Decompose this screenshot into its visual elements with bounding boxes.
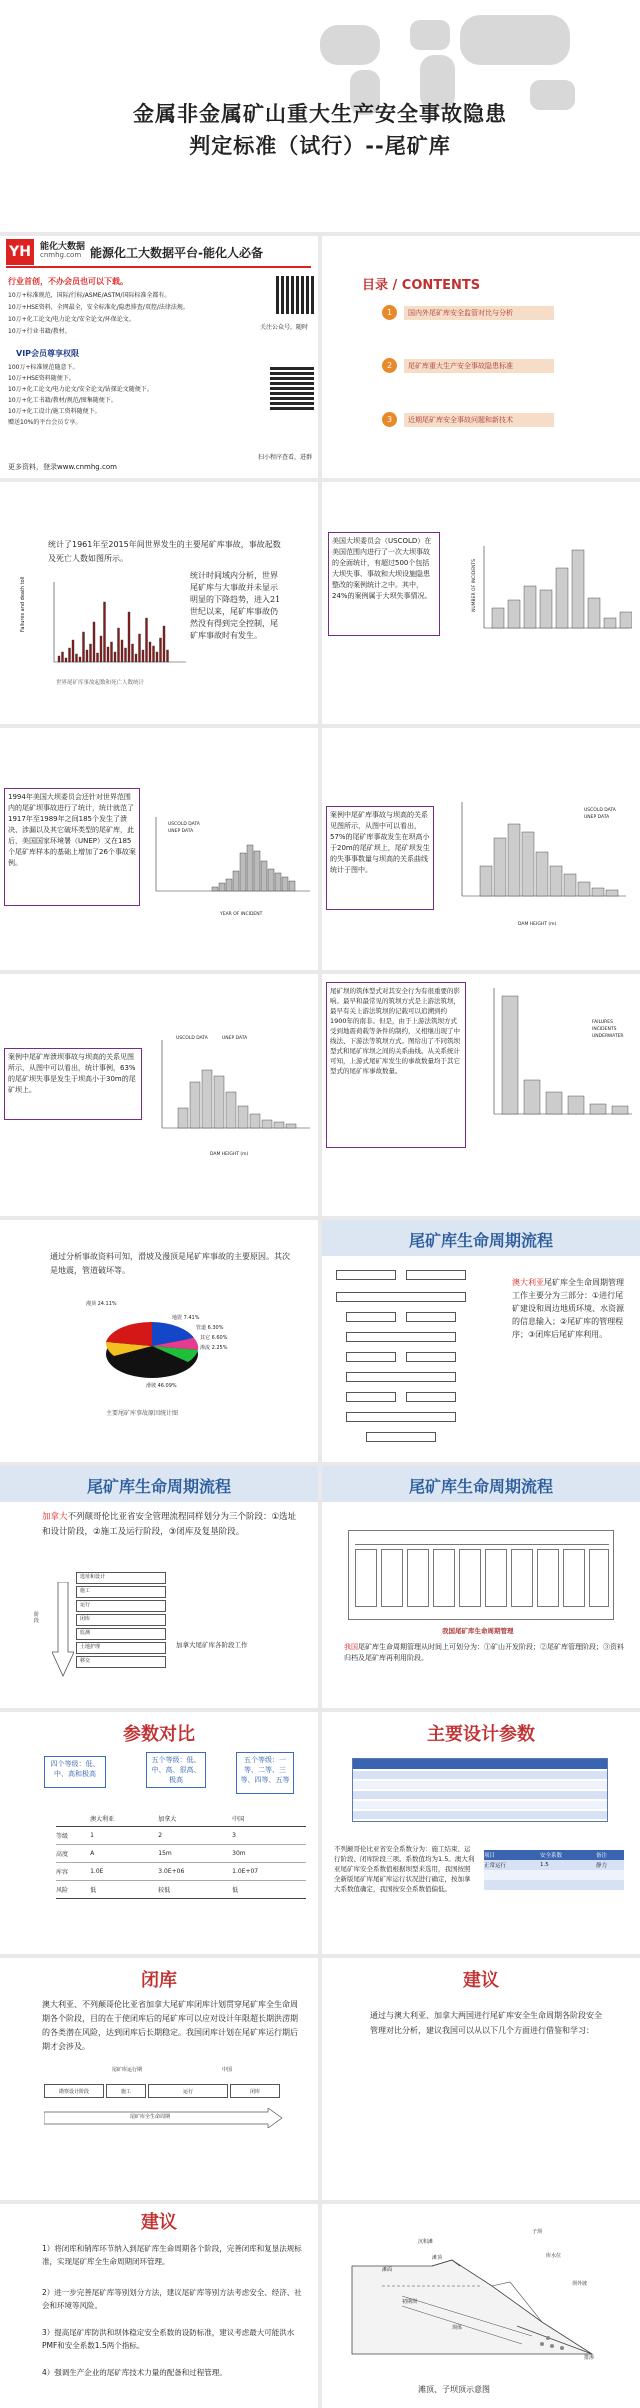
ad-vip6: 赠送10%的平台会员专享。 bbox=[8, 419, 82, 426]
chart-bar bbox=[153, 646, 155, 662]
chart-bar bbox=[107, 647, 109, 662]
table-row bbox=[56, 1862, 306, 1880]
s14-table bbox=[484, 1850, 624, 1890]
s14-table-top bbox=[352, 1758, 608, 1822]
chart-bar bbox=[156, 652, 158, 662]
s14-text: 不列颠哥伦比亚省安全系数分为：施工结束、运行阶段、闭库阶段三项。系数值均为1.5。澳大利亚尾矿库安全系数值根据坝型来选用，我国按照全新版尾矿库尾矿库运行状况进行确定，按加拿大系数值确定，我国按安全系数值偏低。 bbox=[334, 1845, 475, 1893]
s9-p6: 滑坡 46.09% bbox=[146, 1383, 177, 1389]
chart-bar bbox=[556, 568, 568, 628]
ad-follow: 关注公众号，随时 bbox=[260, 324, 309, 331]
s9-p5: 渗流 2.25% bbox=[200, 1345, 228, 1351]
s17-item2: 2）进一步完善尾矿库等别划分方法，建议尾矿库等别方法考虑安全、经济、社会和环境等风险。 bbox=[42, 2288, 302, 2310]
s8-leg1: FAILURES bbox=[592, 1020, 613, 1025]
chart-bar bbox=[219, 883, 225, 891]
s8-leg2: INCIDENTS bbox=[592, 1027, 617, 1032]
slide-1994 bbox=[0, 728, 318, 970]
s15-lab3: 尾矿库全生命周期 bbox=[130, 2114, 171, 2120]
cell: 1 bbox=[90, 1826, 158, 1844]
s12-caption: 我国尾矿库生命周期管理 bbox=[442, 1627, 514, 1635]
cell bbox=[540, 1880, 596, 1890]
chart-bar bbox=[128, 612, 130, 662]
s15-lab1: 尾矿库运行期 bbox=[112, 2067, 143, 2073]
chart-bar bbox=[97, 653, 99, 662]
s18-l7: 排渗 bbox=[584, 2355, 595, 2361]
s9-p2: 地震 7.41% bbox=[172, 1315, 200, 1321]
s11-title: 尾矿库生命周期流程 bbox=[86, 1477, 231, 1496]
s8-leg3: UNDERWATER bbox=[592, 1034, 624, 1039]
s9-p3: 管道 6.30% bbox=[196, 1325, 224, 1331]
chart-bar bbox=[480, 866, 492, 896]
cell: 1.0E bbox=[90, 1862, 158, 1880]
chart-bar bbox=[226, 879, 232, 891]
slide-dam-diagram bbox=[322, 2204, 640, 2408]
chart-bar bbox=[135, 654, 137, 662]
cell: 低 bbox=[90, 1880, 158, 1898]
s18-l9: 滩面 bbox=[382, 2267, 393, 2273]
ad-scan: 扫小程序查看，进群 bbox=[258, 454, 313, 461]
s18-l6: 初期坝 bbox=[402, 2299, 418, 2305]
toc-label-1: 国内外尾矿库安全监管对比与分析 bbox=[404, 306, 554, 320]
chart-bar bbox=[508, 600, 520, 628]
chart-bar bbox=[568, 1096, 584, 1114]
chart-bar bbox=[79, 657, 81, 662]
slide-suggest-2 bbox=[0, 2204, 318, 2408]
s3-ylabel: Failures and death toll bbox=[20, 576, 26, 632]
chart-bar bbox=[139, 634, 141, 662]
chart-bar bbox=[289, 881, 295, 891]
cell: 30m bbox=[232, 1844, 306, 1862]
ad-underline bbox=[6, 266, 311, 268]
s15-phase3: 运行 bbox=[148, 2084, 228, 2098]
table-row bbox=[484, 1860, 624, 1870]
s11-step-5: 土地护理 bbox=[76, 1642, 166, 1654]
s4-box: 美国大坝委员会（USCOLD）在美国范围内进行了一次大坝事故的全面统计，有超过500个包括大坝失事、事故和大坝设施隐患整改的案例统计之中。其中，24%的案例属于大坝失事情况。 bbox=[328, 532, 440, 636]
table-row bbox=[56, 1880, 306, 1898]
s11-text-body: 不列颠哥伦比亚省安全管理流程同样划分为三个阶段：①选址和设计阶段，②施工及运行阶段，③闭库及复垦阶段。 bbox=[42, 1512, 297, 1537]
ad-line3: 10万+HSE资料，全网最全，安全标准化/隐患排查/双控/法律法规。 bbox=[8, 304, 189, 311]
s3-right-text: 统计时间域内分析，世界尾矿库与大事故并未显示明显的下降趋势，进入21世纪以来，尾矿库事故仍然没有得到完全控制，尾矿库事故时有发生。 bbox=[190, 571, 281, 640]
ad-line5: 10万+行业书籍/教材。 bbox=[8, 328, 71, 335]
s13-h2: 加拿大 bbox=[158, 1812, 232, 1826]
chart-bar bbox=[524, 586, 536, 628]
chart-bar bbox=[86, 650, 88, 662]
s11-step-2: 运行 bbox=[76, 1600, 166, 1612]
cell: 等级 bbox=[56, 1826, 90, 1844]
s12-diagram bbox=[348, 1530, 614, 1620]
chart-bar bbox=[578, 882, 590, 896]
slide-dam-failure bbox=[0, 974, 318, 1216]
s13-table bbox=[56, 1812, 306, 1899]
ad-line2: 10万+标准规范，国际/行标/ASME/ASTM/国际标准全都有。 bbox=[8, 292, 171, 299]
chart-bar bbox=[69, 648, 71, 662]
slide-lifecycle-au bbox=[322, 1220, 640, 1462]
chart-bar bbox=[492, 608, 504, 628]
s10-box bbox=[512, 1276, 630, 1341]
chart-bar bbox=[508, 824, 520, 896]
s18-l4: 库水位 bbox=[546, 2253, 562, 2259]
s17-title: 建议 bbox=[141, 2212, 177, 2233]
chart-bar bbox=[572, 550, 584, 628]
s3-caption: 世界尾矿库事故起数和死亡人数统计 bbox=[56, 680, 145, 686]
chart-bar bbox=[261, 861, 267, 891]
slide-design-params bbox=[322, 1712, 640, 1954]
chart-bar bbox=[604, 618, 616, 628]
chart-bar bbox=[178, 1108, 188, 1128]
chart-bar bbox=[247, 845, 253, 891]
s11-caption: 加拿大尾矿库各阶段工作 bbox=[176, 1641, 248, 1649]
chart-bar bbox=[114, 652, 116, 662]
cell: 3.0E+06 bbox=[158, 1862, 232, 1880]
cell: 15m bbox=[158, 1844, 232, 1862]
s15-text: 澳大利亚、不列颠哥伦比亚省加拿大尾矿库闭库计划贯穿尾矿库全生命周期各个阶段，目的在于使闭库后的尾矿库可以应对设计年限超长期洪涝期的各类潜在风险，达到闭库后长期稳定。我国闭库计划在尾矿库运行期后期才会涉及。 bbox=[42, 2000, 298, 2051]
s13-title: 参数对比 bbox=[123, 1724, 195, 1745]
cell bbox=[540, 1870, 596, 1880]
cell: 正常运行 bbox=[484, 1863, 507, 1869]
chart-bar bbox=[118, 628, 120, 662]
s4-chart bbox=[462, 542, 632, 672]
s9-p4: 其它 6.60% bbox=[200, 1335, 228, 1341]
ad-vip1: 100万+标准规范随意下。 bbox=[8, 364, 79, 371]
s12-title: 尾矿库生命周期流程 bbox=[408, 1477, 553, 1496]
chart-bar bbox=[546, 1092, 562, 1114]
chart-bar bbox=[254, 851, 260, 891]
s11-red: 加拿大 bbox=[42, 1512, 68, 1522]
cell: 1.0E+07 bbox=[232, 1862, 306, 1880]
ad-brand: 能化大数据 bbox=[40, 242, 86, 252]
toc-item-1[interactable] bbox=[382, 305, 552, 323]
s5-xlabel: YEAR OF INCIDENT bbox=[220, 912, 263, 917]
slide-param-compare bbox=[0, 1712, 318, 1954]
chart-bar bbox=[275, 873, 281, 891]
chart-bar bbox=[494, 838, 506, 896]
chart-bar bbox=[590, 1104, 606, 1114]
chart-bar bbox=[540, 590, 552, 628]
s6-xlabel: DAM HEIGHT (m) bbox=[518, 922, 557, 927]
ad-logo: YH bbox=[6, 239, 34, 265]
s17-item1: 1）将闭库和销库环节纳入到尾矿库生命周期各个阶段，完善闭库和复垦法规标准，实现尾矿库全生命周期闭环管理。 bbox=[42, 2244, 302, 2266]
cover-title-line2: 判定标准（试行）--尾矿库 bbox=[189, 134, 451, 158]
chart-bar bbox=[262, 1120, 272, 1128]
s9-caption: 主要尾矿库事故原因统计图 bbox=[106, 1410, 179, 1417]
s9-p1: 漫顶 24.11% bbox=[86, 1301, 117, 1307]
chart-bar bbox=[212, 887, 218, 891]
cell: 2 bbox=[158, 1826, 232, 1844]
s8-chart bbox=[472, 984, 634, 1164]
table-row bbox=[484, 1880, 624, 1890]
chart-bar bbox=[536, 852, 548, 896]
chart-bar bbox=[90, 644, 92, 662]
ad-platform: 能源化工大数据平台-能化人必备 bbox=[90, 246, 263, 260]
chart-bar bbox=[240, 853, 246, 891]
s13-head-row bbox=[56, 1812, 306, 1826]
toc-slide bbox=[322, 236, 640, 478]
s17-item3: 3）提高尾矿库防洪和坝体稳定安全系数的设防标准，建议考虑最大可能洪水PMF和安全系数1.5两个指标。 bbox=[42, 2328, 295, 2350]
s15-phase2: 施工 bbox=[106, 2084, 146, 2098]
slide-world-accidents bbox=[0, 482, 318, 724]
s18-l3: 滩顶 bbox=[432, 2255, 443, 2261]
cell: 较低 bbox=[158, 1880, 232, 1898]
s3-text: 统计了1961年至2015年间世界发生的主要尾矿库事故，事故起数及死亡人数如图所示。 bbox=[48, 540, 281, 563]
chart-bar bbox=[202, 1070, 212, 1128]
s8-box: 尾矿坝的筑体型式对其安全行为有很重要的影响。最早和最常见的筑坝方式是上游法筑坝，最早有关上游法筑坝的记载可以追溯到约1900年的南非。但是，由于上游法筑坝方式受到地震荷载等条件的制约，又相继出现了中线法、下游法等筑坝方式。图给出了不同筑坝型式和尾矿库坝之间的关系曲线。从关系统计可知，上游式尾矿库发生的事故数量均于其它型式的尾矿库事故数量。 bbox=[326, 982, 466, 1148]
toc-num-1: 1 bbox=[382, 305, 397, 320]
chart-bar bbox=[190, 1082, 200, 1128]
chart-bar bbox=[125, 648, 127, 662]
s17-item4: 4）强调生产企业的尾矿库技术力量的配备和过程管理。 bbox=[42, 2368, 227, 2377]
s12-text-red: 我国 bbox=[344, 1643, 358, 1651]
chart-bar bbox=[76, 654, 78, 662]
s6-leg2: UNEP DATA bbox=[584, 815, 610, 820]
chart-bar bbox=[502, 996, 518, 1114]
chart-bar bbox=[111, 642, 113, 662]
s5-leg2: UNEP DATA bbox=[168, 829, 194, 834]
s15-phase1: 勘察设计阶段 bbox=[44, 2084, 104, 2098]
chart-bar bbox=[620, 612, 632, 628]
s10-box-red: 澳大利亚 bbox=[512, 1278, 544, 1287]
chart-bar bbox=[250, 1114, 260, 1128]
s15-lab2: 中国 bbox=[222, 2067, 233, 2073]
chart-bar bbox=[274, 1122, 284, 1128]
cover-title-line1: 金属非金属矿山重大生产安全事故隐患 bbox=[133, 102, 507, 126]
chart-bar bbox=[524, 1080, 540, 1114]
chart-bar bbox=[58, 656, 60, 662]
s5-box: 1994年美国大坝委员会还针对世界范围内的尾矿坝事故进行了统计，统计就范了1917年至1989年之间185个发生了溃决、涉漏以及其它破坏类型的尾矿库，此后，美国国家环境署（UNEP）又在185个尾矿库样本的基础上增加了26个事故案例。 bbox=[4, 788, 140, 906]
chart-bar bbox=[62, 652, 64, 662]
s16-title: 建议 bbox=[463, 1970, 499, 1991]
s7-leg1: USCOLD DATA bbox=[176, 1036, 208, 1041]
chart-bar bbox=[121, 640, 123, 662]
s14-title: 主要设计参数 bbox=[427, 1724, 535, 1745]
s6-box: 案例中尾矿库事故与坝高的关系见图所示，从图中可以看出，57%的尾矿库事故发生在坝高小于20m的尾矿坝上，尾矿坝发生的失事事数量与坝高的关系曲线统计于图中。 bbox=[326, 806, 434, 910]
s7-xlabel: DAM HEIGHT (m) bbox=[210, 1152, 249, 1157]
chart-bar bbox=[282, 877, 288, 891]
s11-step-3: 闭库 bbox=[76, 1614, 166, 1626]
chart-bar bbox=[142, 650, 144, 662]
table-row bbox=[56, 1826, 306, 1844]
s11-step-4: 监测 bbox=[76, 1628, 166, 1640]
s11-arrow bbox=[52, 1582, 74, 1678]
s13-c3: 五个等级：一等、二等、三等、四等、五等 bbox=[236, 1752, 294, 1794]
s13-c1: 四个等级：低、中、高和极高 bbox=[44, 1756, 106, 1788]
s14-head bbox=[484, 1850, 624, 1860]
chart-bar bbox=[286, 1124, 296, 1128]
s18-l1: 子坝 bbox=[532, 2229, 543, 2235]
chart-bar bbox=[214, 1076, 224, 1128]
slide-suggest-1 bbox=[322, 1958, 640, 2200]
s5-leg1: USCOLD DATA bbox=[168, 822, 200, 827]
ad-vip4: 10万+化工书籍/教材/规范/图集随便下。 bbox=[8, 397, 117, 404]
qr-code-1 bbox=[276, 276, 314, 314]
s11-side: 阶段 bbox=[34, 1612, 40, 1624]
s6-leg1: USCOLD DATA bbox=[584, 808, 616, 813]
chart-bar bbox=[93, 622, 95, 662]
chart-bar bbox=[588, 598, 600, 628]
ad-vip2: 10万+HSE资料随便下。 bbox=[8, 375, 75, 382]
s9-text: 通过分析事故资料可知，滑坡及漫顶是尾矿库事故的主要原因。其次是地震，管道破坏等。 bbox=[50, 1252, 290, 1275]
s11-step-6: 移交 bbox=[76, 1656, 166, 1668]
chart-bar bbox=[72, 640, 74, 662]
s11-step-1: 施工 bbox=[76, 1586, 166, 1598]
slide-lifecycle-cn bbox=[322, 1466, 640, 1708]
s12-text-body: 尾矿库生命周期管理从时间上可划分为：①矿山开发阶段；②尾矿库管理阶段；③资料归档及尾矿库再利用阶段。 bbox=[344, 1643, 624, 1662]
s15-title: 闭库 bbox=[141, 1970, 177, 1991]
toc-title: 目录 / CONTENTS bbox=[362, 278, 481, 293]
s7-chart bbox=[148, 1036, 314, 1146]
chart-bar bbox=[132, 644, 134, 662]
chart-bar bbox=[226, 1092, 236, 1128]
s13-h0 bbox=[56, 1812, 90, 1826]
s14-th2: 备注 bbox=[595, 1853, 607, 1859]
chart-bar bbox=[238, 1106, 248, 1128]
toc-label-3: 近期尾矿库安全事故问题和新技术 bbox=[404, 413, 554, 427]
slide-uscold bbox=[322, 482, 640, 724]
s18-diagram bbox=[342, 2226, 622, 2366]
chart-bar bbox=[149, 642, 151, 662]
chart-bar bbox=[564, 874, 576, 896]
cell bbox=[596, 1880, 624, 1890]
s7-leg2: UNEP DATA bbox=[222, 1036, 248, 1041]
s7-box: 案例中尾矿库溃坝事故与坝高的关系见图所示，从图中可以看出，统计事例，63%的尾矿坝失事是发生于坝高小于30m的尾矿坝上。 bbox=[4, 1048, 142, 1120]
cover-slide bbox=[0, 0, 640, 232]
slide-cause-pie bbox=[0, 1220, 318, 1462]
s4-ylabel: NUMBER OF INCIDENTS bbox=[472, 558, 477, 612]
cell: A bbox=[90, 1844, 158, 1862]
ad-domain-short: cnmhg.com bbox=[40, 251, 82, 259]
s12-text bbox=[344, 1642, 624, 1664]
s18-caption: 滩顶、子坝顶示意图 bbox=[418, 2385, 490, 2394]
toc-num-2: 2 bbox=[382, 358, 397, 373]
s10-flowchart bbox=[336, 1270, 466, 1450]
chart-bar bbox=[606, 890, 618, 896]
cell: 风险 bbox=[56, 1880, 90, 1898]
cell: 静力 bbox=[595, 1863, 607, 1869]
ad-vip-title: VIP会员尊享权限 bbox=[16, 349, 80, 358]
toc-item-3[interactable] bbox=[382, 412, 552, 430]
s14-th0: 项目 bbox=[484, 1853, 496, 1859]
chart-bar bbox=[233, 871, 239, 891]
s13-c2: 五个等级：低、中、高、很高、极高 bbox=[146, 1752, 206, 1788]
chart-bar bbox=[65, 658, 67, 662]
slide-dam-height bbox=[322, 728, 640, 970]
ad-slide bbox=[0, 236, 318, 478]
ad-more[interactable]: 更多资料，登录www.cnmhg.com bbox=[8, 463, 117, 471]
chart-bar bbox=[550, 866, 562, 896]
chart-bar bbox=[83, 632, 85, 662]
s13-h3: 中国 bbox=[232, 1812, 306, 1826]
cell: 库容 bbox=[56, 1862, 90, 1880]
chart-bar bbox=[104, 602, 106, 662]
slide-closure bbox=[0, 1958, 318, 2200]
chart-bar bbox=[167, 650, 169, 662]
s3-bar-chart bbox=[40, 578, 190, 674]
toc-num-3: 3 bbox=[382, 412, 397, 427]
table-row bbox=[484, 1870, 624, 1880]
s11-text bbox=[42, 1510, 302, 1540]
cell bbox=[596, 1870, 624, 1880]
ad-line4: 10万+化工论文/电力论文/安全论文/环保论文。 bbox=[8, 316, 135, 323]
s18-l2: 沉积滩 bbox=[418, 2239, 434, 2245]
s14-th1: 安全系数 bbox=[539, 1853, 562, 1859]
chart-bar bbox=[100, 636, 102, 662]
s10-title: 尾矿库生命周期流程 bbox=[408, 1231, 553, 1250]
chart-bar bbox=[163, 626, 165, 662]
chart-bar bbox=[268, 869, 274, 891]
qr-code-2 bbox=[270, 366, 314, 410]
s10-box-text: 尾矿库全生命周期管理工作主要分为三部分：①进行尾矿建设和周边地质环境、水资源的信息输入；②尾矿库的管理程序；③闭库后尾矿库利用。 bbox=[512, 1278, 624, 1339]
s18-l5: 坝外坡 bbox=[572, 2281, 588, 2287]
chart-bar bbox=[146, 618, 148, 662]
s11-steps bbox=[34, 1572, 166, 1682]
cell bbox=[484, 1870, 540, 1880]
toc-item-2[interactable] bbox=[382, 358, 552, 376]
cell: 低 bbox=[232, 1880, 306, 1898]
ad-vip5: 10万+化工设计/施工资料随便下。 bbox=[8, 408, 101, 415]
cell: 1.5 bbox=[539, 1862, 549, 1868]
s13-h1: 澳大利亚 bbox=[90, 1812, 158, 1826]
chart-bar bbox=[612, 1106, 628, 1114]
toc-label-2: 尾矿库重大生产安全事故隐患标准 bbox=[404, 359, 554, 373]
slide-dam-type bbox=[322, 974, 640, 1216]
ad-line1: 行业首创，不办会员也可以下载。 bbox=[8, 277, 128, 286]
chart-bar bbox=[160, 638, 162, 662]
cell bbox=[484, 1880, 540, 1890]
s18-l8: 坝体 bbox=[452, 2325, 463, 2331]
cell: 高度 bbox=[56, 1844, 90, 1862]
s16-text: 通过与澳大利亚、加拿大两国进行尾矿库安全生命周期各阶段安全管理对比分析，建议我国可以从以下几个方面进行借鉴和学习： bbox=[370, 2011, 602, 2035]
s11-step-0: 选址和设计 bbox=[76, 1572, 166, 1584]
s15-phase4: 闭库 bbox=[230, 2084, 280, 2098]
ad-vip3: 10万+化工论文/电力论文/安全论文/钻探论文随便下。 bbox=[8, 386, 153, 393]
slide-lifecycle-ca bbox=[0, 1466, 318, 1708]
chart-bar bbox=[592, 888, 604, 896]
table-row bbox=[56, 1844, 306, 1862]
chart-bar bbox=[522, 832, 534, 896]
cell: 3 bbox=[232, 1826, 306, 1844]
